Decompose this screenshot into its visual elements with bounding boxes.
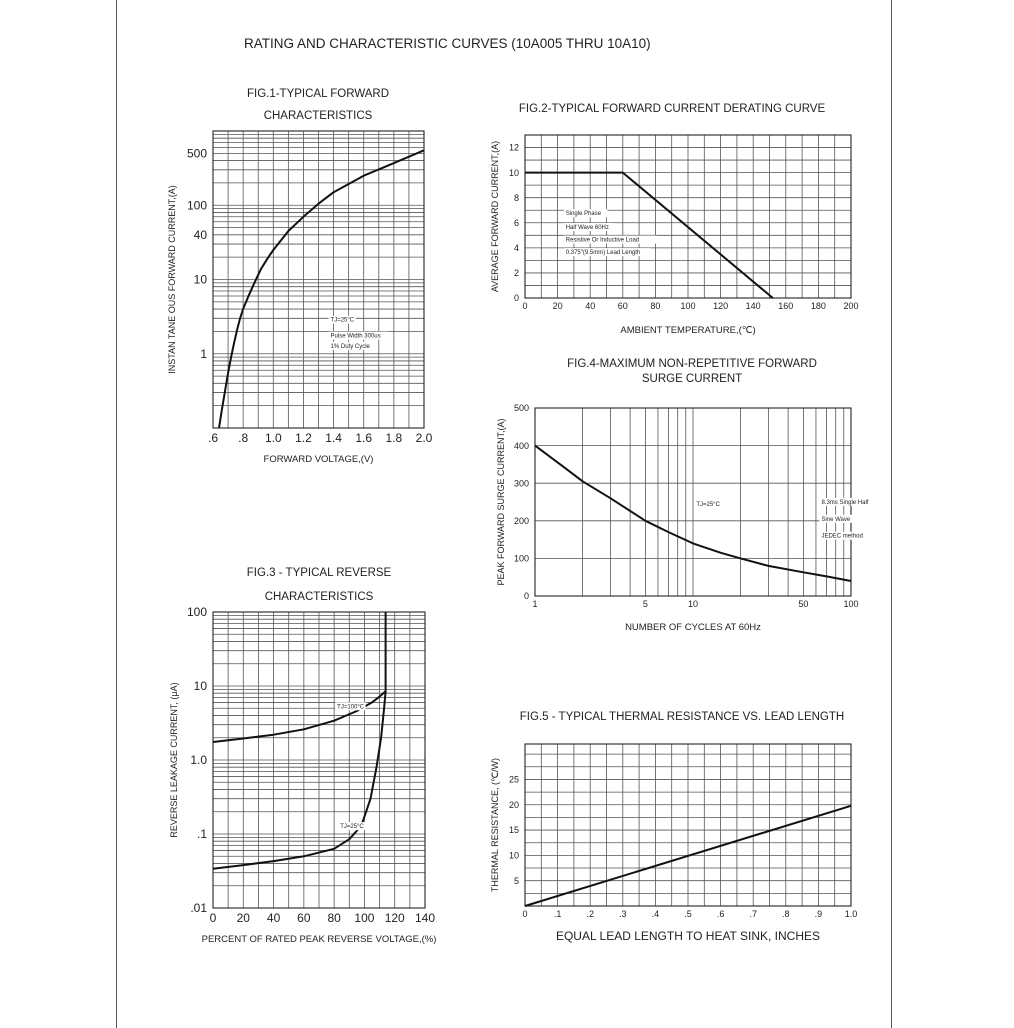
fig1-grid [213, 131, 424, 428]
fig4-grid [535, 408, 851, 596]
fig3-x-axis-label: PERCENT OF RATED PEAK REVERSE VOLTAGE,(%) [201, 934, 437, 945]
fig1-annotation: TJ=25°C [330, 317, 355, 324]
fig2-annotation: Resistive Or Inductive Load [565, 237, 640, 244]
fig5-title-line: FIG.5 - TYPICAL THERMAL RESISTANCE VS. LEAD LENGTH [519, 711, 845, 723]
fig3-x-tick-label: 140 [414, 911, 436, 925]
fig2-y-tick-label: 2 [513, 268, 519, 279]
fig3-x-tick-label: 80 [327, 911, 341, 925]
fig1-x-axis-label: FORWARD VOLTAGE,(V) [263, 454, 374, 465]
fig3-x-tick-label: 0 [209, 911, 217, 925]
fig5-y-tick-label: 10 [508, 850, 519, 861]
fig2-x-tick-label: 200 [843, 301, 859, 311]
fig1-series-line-1 [219, 150, 424, 428]
fig1-x-tick-label: 1.2 [295, 431, 312, 445]
fig4-y-tick-label: 400 [513, 440, 529, 451]
fig5-x-tick-label: 1.0 [844, 909, 858, 919]
fig3-y-tick-label: .01 [190, 901, 207, 916]
fig2-x-tick-label: 20 [552, 301, 563, 311]
fig5-grid [525, 744, 851, 906]
fig4-x-tick-label: 10 [687, 599, 699, 609]
fig1-y-tick-label: 10 [193, 272, 207, 287]
fig2-x-tick-label: 160 [778, 301, 794, 311]
fig4-x-tick-label: 5 [642, 599, 648, 609]
fig2-y-tick-label: 4 [513, 242, 519, 253]
fig3-x-tick-label: 60 [297, 911, 311, 925]
fig5-x-tick-label: .5 [684, 909, 692, 919]
fig2-y-tick-label: 12 [508, 142, 519, 153]
fig4-y-tick-label: 0 [523, 591, 529, 602]
fig2-y-tick-label: 8 [513, 192, 519, 203]
fig2-x-tick-label: 80 [650, 301, 661, 311]
fig1-annotation: Pulse Width 300us [330, 333, 381, 340]
fig5-y-axis-label: THERMAL RESISTANCE, (℃/W) [490, 757, 500, 893]
fig1-y-tick-label: 100 [186, 198, 207, 213]
fig2-title-line: FIG.2-TYPICAL FORWARD CURRENT DERATING CURVE [518, 103, 826, 115]
fig2-y-tick-label: 0 [513, 293, 519, 304]
fig4-title-line: FIG.4-MAXIMUM NON-REPETITIVE FORWARD [567, 358, 817, 370]
fig4-annotation: 8.3ms Single Half [821, 499, 869, 506]
fig2-x-axis-label: AMBIENT TEMPERATURE,(℃) [620, 325, 756, 336]
fig1-title-line: CHARACTERISTICS [263, 110, 373, 122]
fig3-series-line-2 [213, 691, 386, 869]
fig2-y-tick-label: 6 [513, 217, 519, 228]
fig4-x-tick-label: 1 [532, 599, 538, 609]
fig5-x-tick-label: .9 [814, 909, 823, 919]
fig2-annotation: 0.375"(9.5mm) Lead Length [565, 250, 641, 257]
fig4-x-axis-label: NUMBER OF CYCLES AT 60Hz [625, 622, 761, 633]
fig3-title-line: FIG.3 - TYPICAL REVERSE [246, 567, 392, 579]
fig4-y-tick-label: 300 [513, 478, 529, 489]
fig3-x-tick-label: 20 [236, 911, 250, 925]
fig4-annotation: Sine Wave [821, 516, 851, 523]
fig1-y-tick-label: 1 [200, 346, 207, 361]
fig2-x-tick-label: 0 [522, 301, 528, 311]
fig4-x-tick-label: 100 [843, 599, 859, 609]
fig1-x-tick-label: .6 [207, 431, 219, 445]
fig5-x-tick-label: .4 [651, 909, 660, 919]
fig5-y-tick-label: 20 [508, 799, 519, 810]
fig1-x-tick-label: 1.0 [264, 431, 282, 445]
fig5-x-tick-label: .7 [749, 909, 757, 919]
fig2-y-axis-label: AVERAGE FORWARD CURRENT,(A) [490, 140, 500, 293]
fig2-x-tick-label: 60 [617, 301, 628, 311]
fig3-y-axis-label: REVERSE LEAKAGE CURRENT, (μA) [169, 682, 179, 838]
fig1-y-tick-label: 40 [193, 227, 207, 242]
fig5-x-tick-label: .1 [553, 909, 562, 919]
fig5-x-tick-label: .6 [716, 909, 725, 919]
fig3-annotation: TJ=25°C [340, 824, 364, 831]
fig4-x-tick-label: 50 [798, 599, 809, 609]
fig4-y-axis-label: PEAK FORWARD SURGE CURRENT,(A) [496, 418, 506, 586]
fig4-annotation: TJ=25°C [696, 501, 720, 508]
fig4-y-tick-label: 100 [513, 553, 529, 564]
fig2-x-tick-label: 100 [680, 301, 696, 311]
fig5-x-axis-label: EQUAL LEAD LENGTH TO HEAT SINK, INCHES [555, 929, 821, 943]
fig5-x-tick-label: 0 [522, 909, 528, 919]
fig4-annotation: JEDEC method [821, 533, 863, 540]
fig3-title-line: CHARACTERISTICS [264, 591, 374, 603]
fig3-x-tick-label: 40 [266, 911, 281, 925]
fig1-title-line: FIG.1-TYPICAL FORWARD [246, 88, 390, 100]
fig2-y-tick-label: 10 [508, 167, 519, 178]
fig2-x-tick-label: 40 [585, 301, 596, 311]
fig3-x-tick-label: 120 [384, 911, 405, 925]
fig2-x-tick-label: 180 [810, 301, 826, 311]
fig5-x-tick-label: .8 [782, 909, 790, 919]
fig4-y-tick-label: 500 [513, 403, 529, 414]
fig1-annotation: 1% Duty Cycle [330, 343, 370, 350]
fig1-y-tick-label: 500 [186, 146, 207, 161]
fig3-y-tick-label: 10 [193, 679, 207, 694]
fig4-title-line: SURGE CURRENT [641, 373, 743, 385]
fig3-series-line-1 [213, 612, 386, 742]
fig5-y-tick-label: 25 [508, 774, 519, 785]
fig2-x-tick-label: 140 [745, 301, 761, 311]
fig3-y-tick-label: 1.0 [190, 753, 207, 768]
fig1-x-tick-label: 1.8 [385, 431, 403, 445]
page-title: RATING AND CHARACTERISTIC CURVES (10A005 THRU 10A10) [244, 36, 651, 51]
fig4-y-tick-label: 200 [513, 515, 529, 526]
fig3-y-tick-label: .1 [196, 827, 207, 842]
fig3-x-tick-label: 100 [354, 911, 375, 925]
fig5-y-tick-label: 15 [508, 825, 519, 836]
fig3-grid [213, 612, 425, 908]
fig2-annotation: Half Wave 60Hz [565, 225, 609, 232]
fig1-y-axis-label: INSTAN TANE OUS FORWARD CURRENT,(A) [167, 185, 177, 374]
fig2-annotation: Single Phase [565, 211, 602, 218]
fig5-x-tick-label: .3 [619, 909, 627, 919]
fig1-x-tick-label: 1.4 [325, 431, 342, 445]
fig5-y-tick-label: 5 [513, 875, 519, 886]
fig5-x-tick-label: .2 [586, 909, 594, 919]
fig1-x-tick-label: 1.6 [355, 431, 373, 445]
fig2-x-tick-label: 120 [713, 301, 729, 311]
fig1-x-tick-label: .8 [238, 431, 249, 445]
fig3-annotation: TJ=100°C [337, 704, 365, 711]
fig1-x-tick-label: 2.0 [415, 431, 433, 445]
fig3-y-tick-label: 100 [186, 605, 207, 620]
